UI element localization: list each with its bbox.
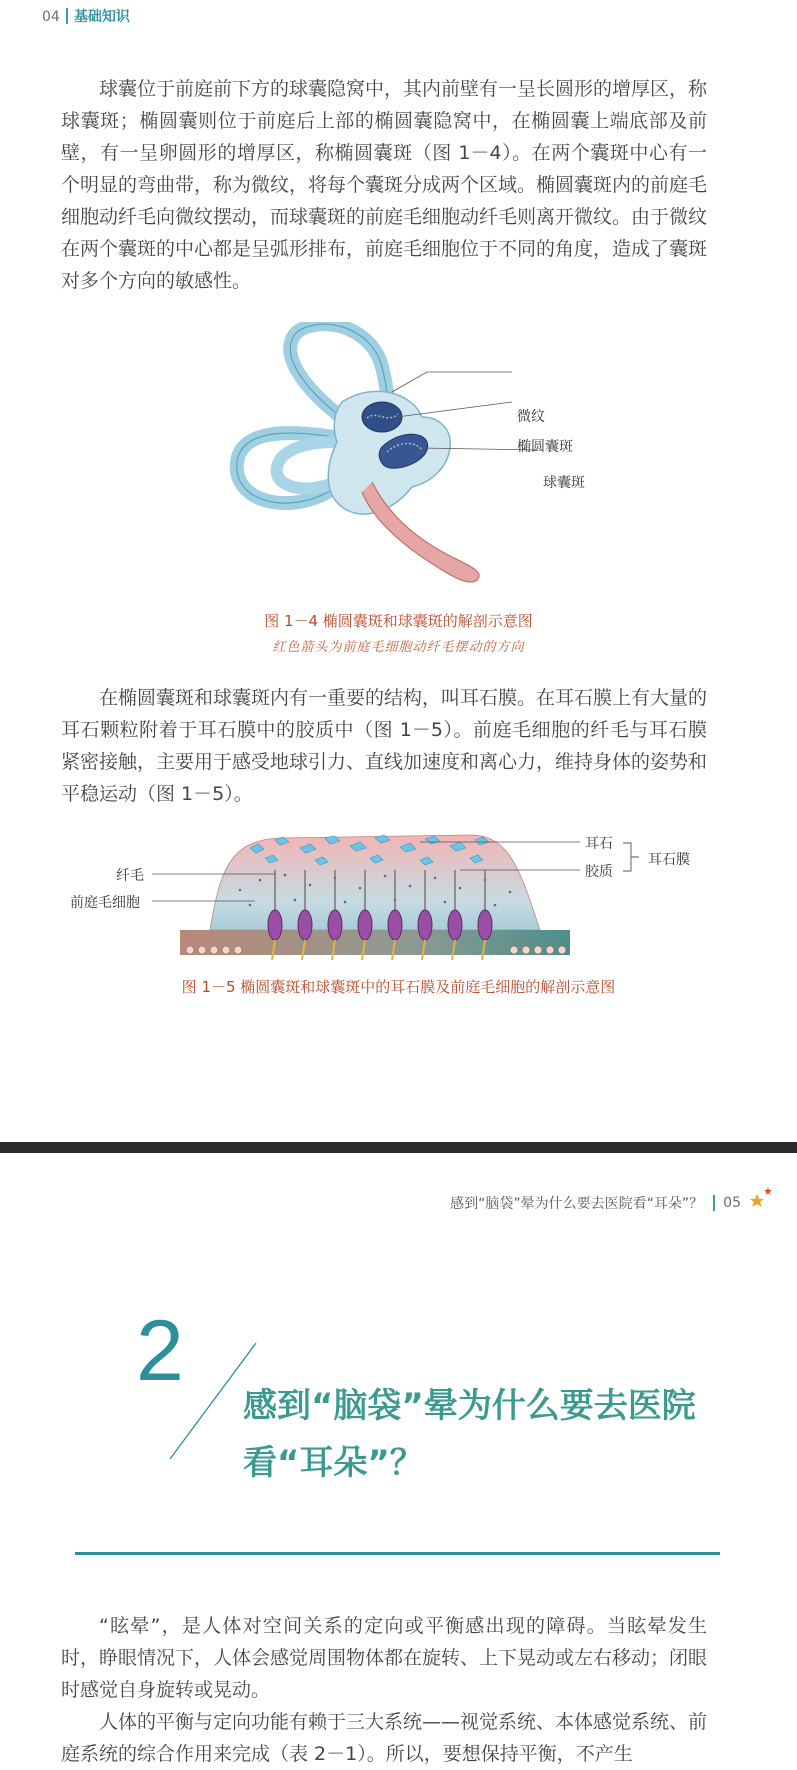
body-paragraph: 人体的平衡与定向功能有赖于三大系统——视觉系统、本体感觉系统、前庭系统的综合作用来完成（表 2－1）。所以，要想保持平衡，不产生 bbox=[61, 1711, 708, 1765]
figure-1-5-caption: 图 1－5 椭圆囊斑和球囊斑中的耳石膜及前庭毛细胞的解剖示意图 bbox=[181, 978, 616, 996]
star-icon bbox=[747, 1186, 773, 1210]
body-paragraph: 球囊位于前庭前下方的球囊隐窝中，其内前壁有一呈长圆形的增厚区，称球囊斑；椭圆囊则位于前庭后上部的椭圆囊隐窝中，在椭圆囊上端底部及前壁，有一呈卵圆形的增厚区，称椭圆囊斑（图 1－4）。在两个囊斑中心有一个明显的弯曲带，称为微纹，将每个囊斑分成两个区域。椭圆囊斑内的前庭毛细胞动纤毛向微纹摆动，而球囊斑的前庭毛细胞动纤毛则离开微纹。由于微纹在两个囊斑的中心都是呈弧形排布，前庭毛细胞位于不同的角度，造成了囊斑对多个方向的敏感性。 bbox=[61, 78, 708, 292]
chapter-number: 2 bbox=[136, 1303, 184, 1399]
figure-1-5-left-leaders bbox=[150, 868, 280, 908]
title-underline bbox=[75, 1552, 720, 1555]
label-gel: 胶质 bbox=[585, 864, 613, 880]
chapter-title: 感到“脑袋”晕为什么要去医院看“耳朵”？ bbox=[243, 1386, 696, 1483]
label-hair-cell: 前庭毛细胞 bbox=[70, 895, 140, 911]
label-otolithic-membrane: 耳石膜 bbox=[648, 852, 690, 868]
header-separator bbox=[713, 1195, 715, 1211]
section-title: 基础知识 bbox=[73, 9, 130, 25]
otolithic-membrane-bracket bbox=[621, 842, 641, 872]
figure-1-4-subcaption: 红色箭头为前庭毛细胞动纤毛摆动的方向 bbox=[272, 640, 525, 655]
figure-1-4-caption: 图 1－4 椭圆囊斑和球囊斑的解剖示意图 bbox=[264, 612, 533, 630]
label-striola: 微纹 bbox=[517, 409, 545, 425]
label-cilia: 纤毛 bbox=[116, 868, 144, 884]
cochlear-duct bbox=[362, 482, 479, 582]
header-separator bbox=[66, 8, 68, 24]
label-utricular-macula: 椭圆囊斑 bbox=[517, 439, 573, 455]
leader-line-striola bbox=[392, 372, 427, 392]
page-gap bbox=[0, 1142, 797, 1153]
running-header-right bbox=[450, 1193, 773, 1213]
body-paragraph: 在椭圆囊斑和球囊斑内有一重要的结构，叫耳石膜。在耳石膜上有大量的耳石颗粒附着于耳石膜中的胶质中（图 1－5）。前庭毛细胞的纤毛与耳石膜紧密接触，主要用于感受地球引力、直线加速度和离心力，维持身体的姿势和平稳运动（图 1－5）。 bbox=[61, 687, 708, 805]
body-paragraph: “眩晕”，是人体对空间关系的定向或平衡感出现的障碍。当眩晕发生时，睁眼情况下，人体会感觉周围物体都在旋转、上下晃动或左右移动；闭眼时感觉自身旋转或晃动。 bbox=[61, 1615, 708, 1701]
running-header-left bbox=[42, 6, 130, 26]
label-saccular-macula: 球囊斑 bbox=[543, 475, 585, 491]
page-number: 04 bbox=[42, 9, 60, 25]
figure-1-4-vestibule-illustration bbox=[222, 322, 542, 594]
running-header-title: 感到“脑袋”晕为什么要去医院看“耳朵”？ bbox=[450, 1196, 704, 1212]
page-number: 05 bbox=[723, 1195, 741, 1211]
page-05 bbox=[0, 1153, 797, 1765]
label-otoconia: 耳石 bbox=[585, 836, 613, 852]
